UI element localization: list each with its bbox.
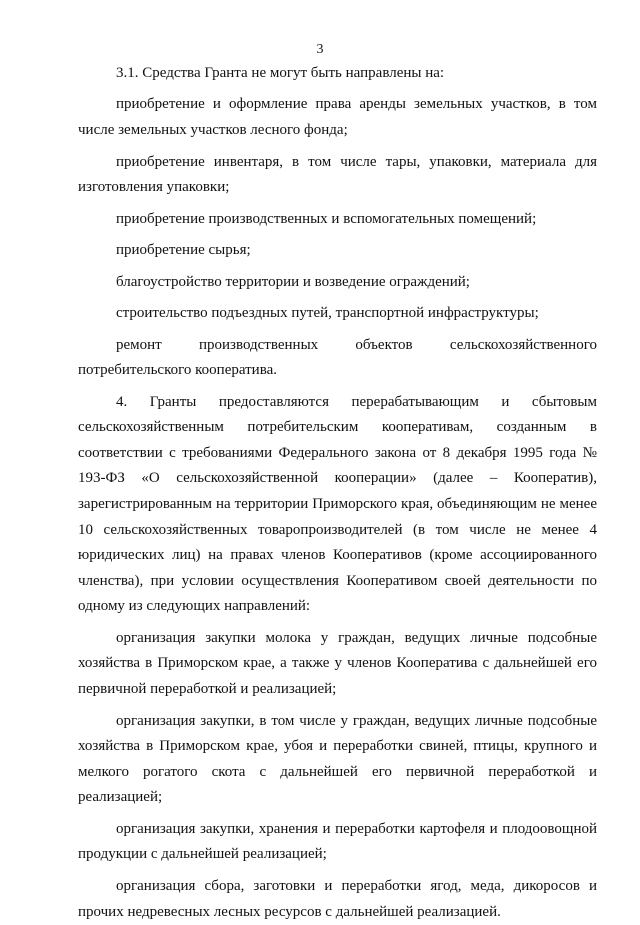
page-number: 3 [316, 42, 324, 57]
paragraph-potatoes: организация закупки, хранения и переработки картофеля и плодоовощной продукции с дальнейшей реализацией; [78, 820, 597, 863]
document-body [78, 61, 597, 925]
paragraph-livestock: организация закупки, в том числе у граждан, ведущих личные подсобные хозяйства в Приморском крае, убоя и переработки свиней, птицы, крупного и мелкого рогатого скота с дальнейшей его первичной переработкой и реализацией; [78, 712, 597, 806]
paragraph-raw-materials: приобретение сырья; [116, 242, 251, 259]
paragraph-repair: ремонт производственных объектов сельскохозяйственного потребительского кооператива. [78, 336, 597, 379]
paragraph-4-grants: 4. Гранты предоставляются перерабатывающим и сбытовым сельскохозяйственным потребительским кооперативам, созданным в соответствии с требованиями Федерального закона от 8 декабря 1995 года № 193-ФЗ «О сельскохозяйственной кооперации» (далее – Кооператив), зарегистрированным на территории Приморского края, объединяющим не менее 10 сельскохозяйственных товаропроизводителей (в том числе не менее 4 юридических лиц) на правах членов Кооперативов (кроме ассоциированного членства), при условии осуществления Кооперативом своей деятельности по одному из следующих направлений: [78, 393, 597, 615]
paragraph-inventory: приобретение инвентаря, в том числе тары, упаковки, материала для изготовления упаковки; [78, 153, 597, 196]
paragraph-milk: организация закупки молока у граждан, ведущих личные подсобные хозяйства в Приморском крае, а также у членов Кооператива с дальнейшей его первичной переработкой и реализацией; [78, 629, 597, 698]
paragraph-landscaping: благоустройство территории и возведение ограждений; [116, 273, 470, 290]
paragraph-roads: строительство подъездных путей, транспортной инфраструктуры; [116, 305, 539, 322]
paragraph-berries: организация сбора, заготовки и переработки ягод, меда, дикоросов и прочих недревесных лесных ресурсов с дальнейшей реализацией. [78, 877, 597, 920]
paragraph-3-1: 3.1. Средства Гранта не могут быть направлены на: [116, 65, 445, 81]
paragraph-land-lease: приобретение и оформление права аренды земельных участков, в том числе земельных участков лесного фонда; [78, 96, 597, 139]
paragraph-premises: приобретение производственных и вспомогательных помещений; [116, 210, 537, 227]
